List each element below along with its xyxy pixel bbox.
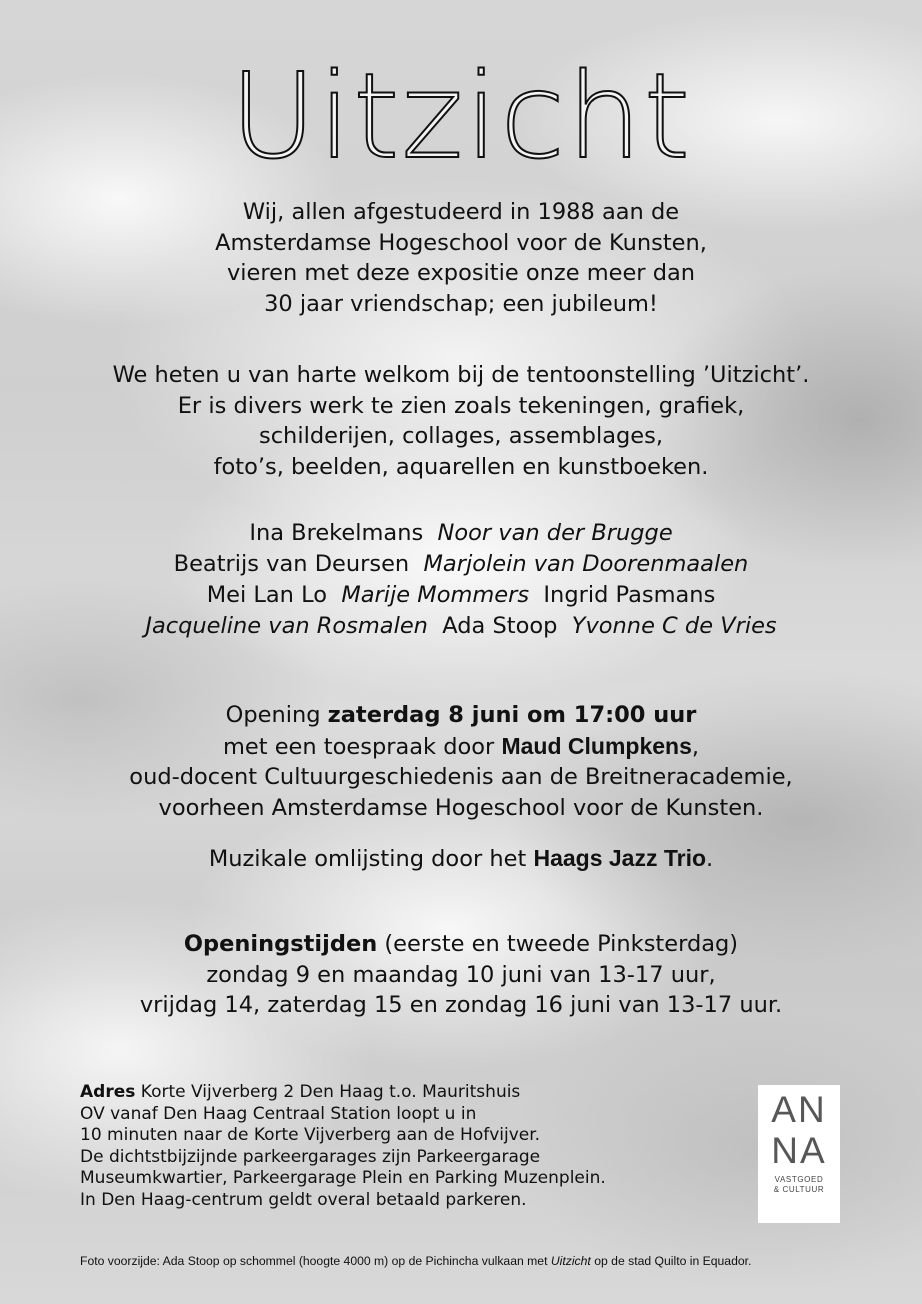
opening-hours	[0, 929, 922, 1021]
speech-suffix: ,	[691, 733, 700, 760]
speech-prefix: met een toespraak door	[222, 733, 495, 760]
artist-name: Noor van der Brugge	[437, 520, 673, 546]
speaker-role-former: voorheen Amsterdamse Hogeschool voor de Kunsten.	[158, 794, 764, 821]
address-label: Adres	[80, 1082, 136, 1102]
logo-letters-bottom: NA	[771, 1130, 827, 1171]
speaker-role: oud-docent Cultuurgeschiedenis aan de Breitneracademie,	[129, 764, 793, 790]
intro-paragraph	[0, 197, 922, 319]
hours-note: (eerste en tweede Pinksterdag)	[384, 931, 739, 957]
artist-name: Mei Lan Lo	[206, 582, 328, 608]
intro-line: vieren met deze expositie onze meer dan	[226, 260, 696, 286]
opening-date: zaterdag 8 juni om 17:00 uur	[327, 702, 697, 728]
speech-line	[0, 731, 922, 763]
music-prefix: Muzikale omlijsting door het	[208, 846, 527, 872]
artist-name: Beatrijs van Deursen	[173, 551, 410, 577]
parking-line: De dichtstbijzijnde parkeergarages zijn Parkeergarage	[80, 1146, 541, 1167]
music-suffix: .	[706, 846, 714, 872]
music-line	[0, 843, 922, 875]
band-name: Haags Jazz Trio	[533, 845, 707, 871]
opening-info	[0, 700, 922, 823]
logo-subtitle	[758, 1175, 840, 1195]
welcome-line: schilderijen, collages, assemblages,	[258, 423, 664, 449]
hours-heading-line	[0, 929, 922, 960]
opening-prefix: Opening	[225, 702, 321, 728]
artist-row	[0, 580, 922, 611]
welcome-line: Er is divers werk te zien zoals tekeningen, grafiek,	[177, 392, 745, 419]
credit-text-end: op de stad Quilto in Equador.	[594, 1254, 752, 1268]
artist-name: Ada Stoop	[442, 613, 558, 639]
artist-name: Ingrid Pasmans	[543, 582, 716, 608]
logo-subtitle-line: VASTGOED	[774, 1175, 824, 1184]
intro-line: Amsterdamse Hogeschool voor de Kunsten,	[215, 229, 707, 256]
hours-heading: Openingstijden	[183, 931, 378, 957]
anna-logo	[758, 1085, 840, 1223]
address-block	[80, 1082, 730, 1212]
artist-name: Marjolein van Doorenmaalen	[423, 551, 749, 577]
artist-name: Ina Brekelmans	[249, 520, 424, 546]
artist-name: Jacqueline van Rosmalen	[145, 613, 428, 639]
artist-list	[0, 518, 922, 642]
parking-line: Museumkwartier, Parkeergarage Plein en Parking Muzenplein.	[80, 1168, 606, 1189]
logo-letters-top: AN	[771, 1089, 827, 1130]
speaker-name: Maud Clumpkens	[501, 732, 692, 759]
address-line	[80, 1082, 730, 1104]
poster-title: Uitzicht	[229, 47, 693, 185]
hours-line: zondag 9 en maandag 10 juni van 13-17 uur,	[206, 961, 716, 988]
artist-row	[0, 518, 922, 549]
music-info	[0, 843, 922, 875]
credit-text: Foto voorzijde: Ada Stoop op schommel (hoogte 4000 m) op de Pichincha vulkaan met	[80, 1254, 548, 1268]
hours-line: vrijdag 14, zaterdag 15 en zondag 16 juni van 13-17 uur.	[139, 992, 783, 1018]
welcome-paragraph	[0, 360, 922, 482]
logo-subtitle-line: & CULTUUR	[773, 1185, 825, 1194]
intro-line: Wij, allen afgestudeerd in 1988 aan de	[242, 199, 680, 225]
artist-name: Marije Mommers	[341, 582, 530, 608]
directions-line: OV vanaf Den Haag Centraal Station loopt u in	[80, 1103, 477, 1124]
address-street: Korte Vijverberg 2 Den Haag t.o. Mauritshuis	[140, 1082, 521, 1102]
intro-line: 30 jaar vriendschap; een jubileum!	[264, 290, 658, 317]
welcome-line: foto’s, beelden, aquarellen en kunstboeken.	[213, 453, 709, 480]
artist-row	[0, 611, 922, 642]
opening-line	[0, 700, 922, 731]
welcome-line: We heten u van harte welkom bij de tentoonstelling ’Uitzicht’.	[112, 362, 810, 388]
credit-italic: Uitzicht	[550, 1254, 591, 1268]
artist-row	[0, 549, 922, 580]
photo-credit	[80, 1254, 880, 1268]
directions-line: 10 minuten naar de Korte Vijverberg aan de Hofvijver.	[80, 1125, 541, 1146]
parking-line: In Den Haag-centrum geldt overal betaald parkeren.	[80, 1189, 527, 1210]
artist-name: Yvonne C de Vries	[571, 613, 777, 639]
